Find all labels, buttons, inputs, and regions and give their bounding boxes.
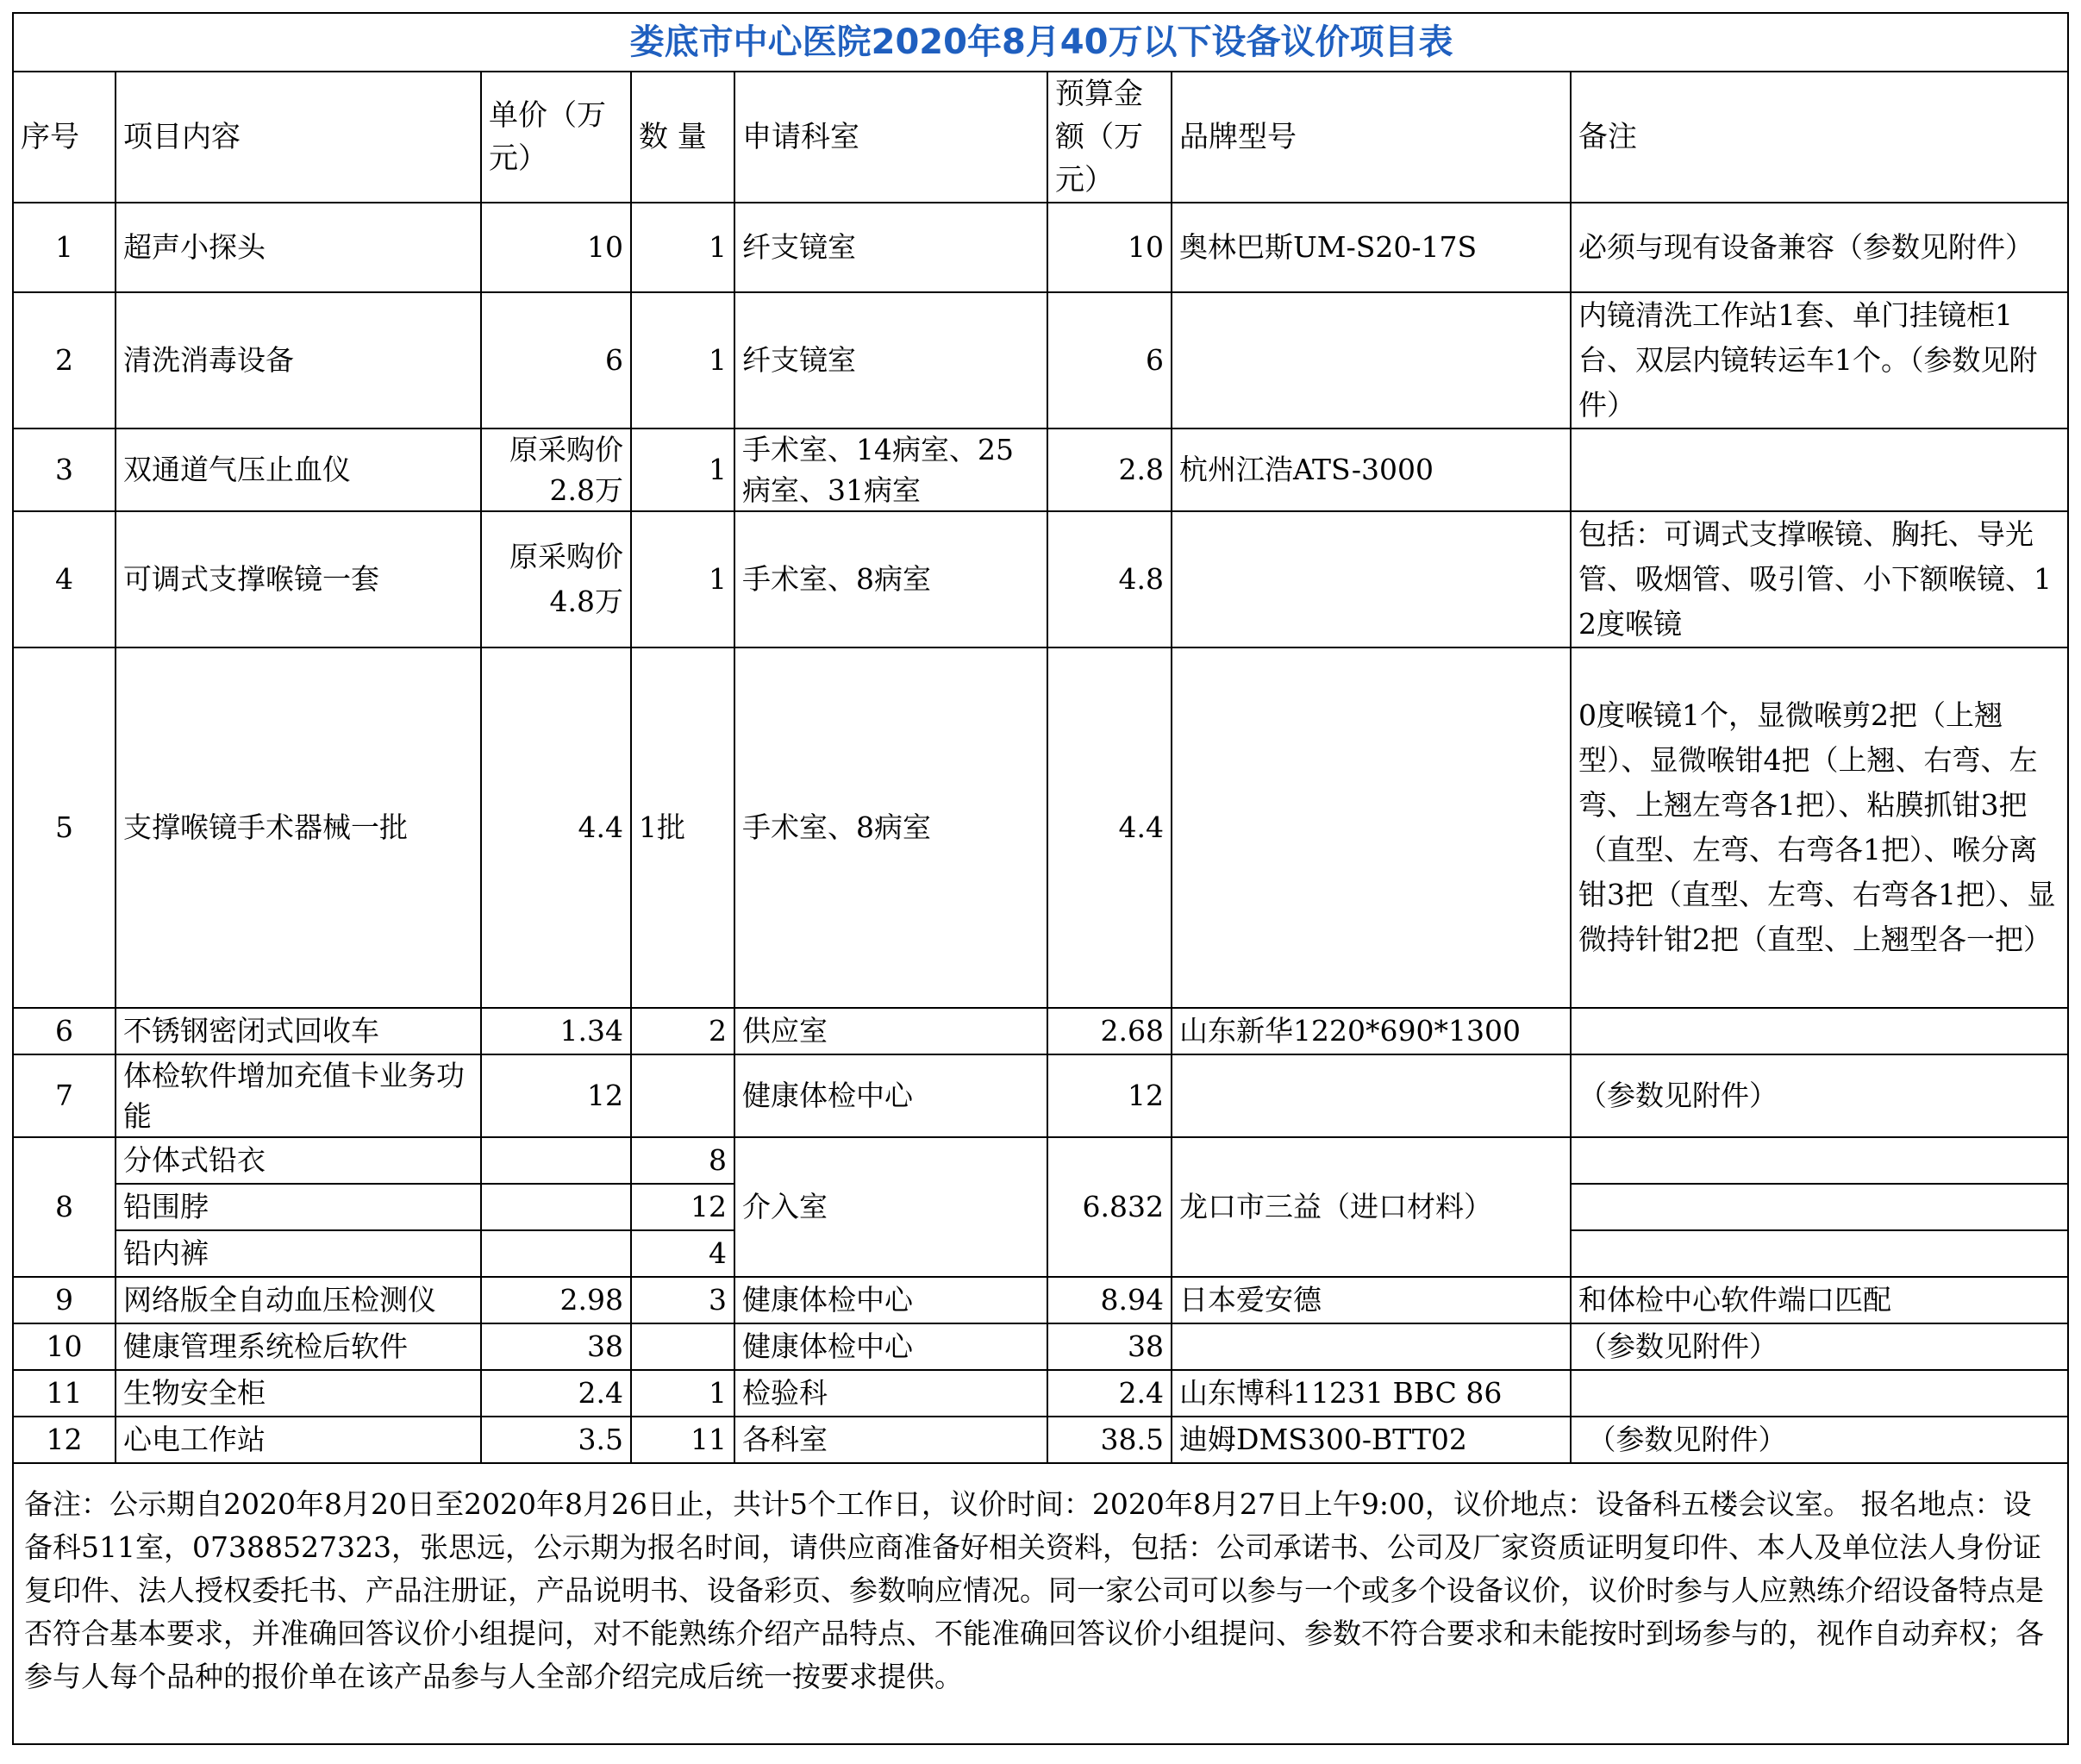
row-remark bbox=[1571, 428, 2069, 511]
row-qty: 1 bbox=[631, 203, 734, 292]
row-brand: 山东新华1220*690*1300 bbox=[1172, 1008, 1571, 1054]
header-item: 项目内容 bbox=[116, 72, 481, 203]
row-dept: 纤支镜室 bbox=[734, 292, 1047, 428]
table-row bbox=[14, 428, 2069, 511]
row-no: 3 bbox=[14, 428, 116, 511]
row-qty bbox=[631, 1323, 734, 1370]
row-brand bbox=[1172, 1323, 1571, 1370]
title-row bbox=[14, 14, 2069, 72]
row-unit-price bbox=[481, 1230, 631, 1277]
header-brand: 品牌型号 bbox=[1172, 72, 1571, 203]
row-brand: 迪姆DMS300-BTT02 bbox=[1172, 1417, 1571, 1463]
row-unit-price: 原采购价2.8万 bbox=[481, 428, 631, 511]
table-row bbox=[14, 511, 2069, 647]
header-remark: 备注 bbox=[1571, 72, 2069, 203]
header-row bbox=[14, 72, 2069, 203]
row-qty: 1 bbox=[631, 1370, 734, 1417]
row-no: 11 bbox=[14, 1370, 116, 1417]
row-qty: 1 bbox=[631, 428, 734, 511]
row-no: 9 bbox=[14, 1277, 116, 1323]
table-row bbox=[14, 1323, 2069, 1370]
row-item: 健康管理系统检后软件 bbox=[116, 1323, 481, 1370]
row-brand: 龙口市三益（进口材料） bbox=[1172, 1137, 1571, 1277]
row-unit-price: 1.34 bbox=[481, 1008, 631, 1054]
row-remark: （参数见附件） bbox=[1571, 1417, 2069, 1463]
row-unit-price: 38 bbox=[481, 1323, 631, 1370]
row-remark bbox=[1571, 1370, 2069, 1417]
row-no: 5 bbox=[14, 647, 116, 1008]
row-item: 体检软件增加充值卡业务功能 bbox=[116, 1054, 481, 1137]
row-dept: 供应室 bbox=[734, 1008, 1047, 1054]
header-budget: 预算金额（万元） bbox=[1047, 72, 1172, 203]
row-brand bbox=[1172, 1054, 1571, 1137]
row-budget: 6.832 bbox=[1047, 1137, 1172, 1277]
header-no: 序号 bbox=[14, 72, 116, 203]
row-budget: 10 bbox=[1047, 203, 1172, 292]
header-unit-price: 单价（万元） bbox=[481, 72, 631, 203]
row-dept: 纤支镜室 bbox=[734, 203, 1047, 292]
row-dept: 健康体检中心 bbox=[734, 1277, 1047, 1323]
row-qty: 3 bbox=[631, 1277, 734, 1323]
row-no: 6 bbox=[14, 1008, 116, 1054]
table-row bbox=[14, 1008, 2069, 1054]
row-unit-price: 12 bbox=[481, 1054, 631, 1137]
notice-text: 备注：公示期自2020年8月20日至2020年8月26日止，共计5个工作日，议价时间：2020年8月27日上午9:00，议价地点：设备科五楼会议室。 报名地点：设备科511室，07388527323，张思远，公示期为报名时间，请供应商准备好相关资料，包括：公司承诺书、公司及厂家资质证明复印件、本人及单位法人身份证复印件、法人授权委托书、产品注册证，产品说明书、设备彩页、参数响应情况。同一家公司可以参与一个或多个设备议价，议价时参与人应熟练介绍设备特点是否符合基本要求，并准确回答议价小组提问，对不能熟练介绍产品特点、不能准确回答议价小组提问、参数不符合要求和未能按时到场参与的，视作自动弃权；各参与人每个品种的报价单在该产品参与人全部介绍完成后统一按要求提供。 bbox=[14, 1463, 2069, 1727]
table-row bbox=[14, 1137, 2069, 1184]
row-item: 清洗消毒设备 bbox=[116, 292, 481, 428]
row-unit-price: 2.4 bbox=[481, 1370, 631, 1417]
row-unit-price: 2.98 bbox=[481, 1277, 631, 1323]
row-no: 7 bbox=[14, 1054, 116, 1137]
row-item: 分体式铅衣 bbox=[116, 1137, 481, 1184]
row-no: 1 bbox=[14, 203, 116, 292]
row-qty: 1 bbox=[631, 292, 734, 428]
page-title: 娄底市中心医院2020年8月40万以下设备议价项目表 bbox=[14, 14, 2069, 72]
row-brand bbox=[1172, 511, 1571, 647]
row-item: 不锈钢密闭式回收车 bbox=[116, 1008, 481, 1054]
table-row bbox=[14, 203, 2069, 292]
table-row bbox=[14, 1054, 2069, 1137]
row-qty: 11 bbox=[631, 1417, 734, 1463]
row-budget: 6 bbox=[1047, 292, 1172, 428]
row-item: 铅内裤 bbox=[116, 1230, 481, 1277]
row-unit-price bbox=[481, 1137, 631, 1184]
row-remark bbox=[1571, 1137, 2069, 1184]
table-row bbox=[14, 1277, 2069, 1323]
row-item: 铅围脖 bbox=[116, 1184, 481, 1230]
row-unit-price: 6 bbox=[481, 292, 631, 428]
row-item: 可调式支撑喉镜一套 bbox=[116, 511, 481, 647]
row-qty: 1 bbox=[631, 511, 734, 647]
row-remark: 包括：可调式支撑喉镜、胸托、导光管、吸烟管、吸引管、小下额喉镜、12度喉镜 bbox=[1571, 511, 2069, 647]
row-budget: 12 bbox=[1047, 1054, 1172, 1137]
row-dept: 检验科 bbox=[734, 1370, 1047, 1417]
row-brand: 山东博科11231 BBC 86 bbox=[1172, 1370, 1571, 1417]
row-dept: 手术室、8病室 bbox=[734, 647, 1047, 1008]
note-row bbox=[14, 1463, 2069, 1727]
row-dept: 手术室、8病室 bbox=[734, 511, 1047, 647]
row-no: 10 bbox=[14, 1323, 116, 1370]
row-remark: （参数见附件） bbox=[1571, 1054, 2069, 1137]
row-no: 12 bbox=[14, 1417, 116, 1463]
row-remark: 内镜清洗工作站1套、单门挂镜柜1台、双层内镜转运车1个。（参数见附件） bbox=[1571, 292, 2069, 428]
row-budget: 2.68 bbox=[1047, 1008, 1172, 1054]
row-dept: 介入室 bbox=[734, 1137, 1047, 1277]
row-unit-price: 4.4 bbox=[481, 647, 631, 1008]
row-qty bbox=[631, 1054, 734, 1137]
row-budget: 2.4 bbox=[1047, 1370, 1172, 1417]
row-remark: 0度喉镜1个，显微喉剪2把（上翘型）、显微喉钳4把（上翘、右弯、左弯、上翘左弯各1把）、粘膜抓钳3把（直型、左弯、右弯各1把）、喉分离钳3把（直型、左弯、右弯各1把）、显微持针钳2把（直型、上翘型各一把） bbox=[1571, 647, 2069, 1008]
table-row bbox=[14, 647, 2069, 1008]
row-unit-price: 3.5 bbox=[481, 1417, 631, 1463]
row-qty: 4 bbox=[631, 1230, 734, 1277]
row-remark bbox=[1571, 1230, 2069, 1277]
row-qty: 8 bbox=[631, 1137, 734, 1184]
row-item: 支撑喉镜手术器械一批 bbox=[116, 647, 481, 1008]
row-brand: 杭州江浩ATS-3000 bbox=[1172, 428, 1571, 511]
header-qty: 数 量 bbox=[631, 72, 734, 203]
row-item: 网络版全自动血压检测仪 bbox=[116, 1277, 481, 1323]
table-row bbox=[14, 1417, 2069, 1463]
row-item: 双通道气压止血仪 bbox=[116, 428, 481, 511]
header-dept: 申请科室 bbox=[734, 72, 1047, 203]
row-unit-price bbox=[481, 1184, 631, 1230]
row-item: 超声小探头 bbox=[116, 203, 481, 292]
row-no: 2 bbox=[14, 292, 116, 428]
table-row bbox=[14, 1370, 2069, 1417]
row-remark: 必须与现有设备兼容（参数见附件） bbox=[1571, 203, 2069, 292]
row-no: 8 bbox=[14, 1137, 116, 1277]
row-unit-price: 原采购价4.8万 bbox=[481, 511, 631, 647]
row-item: 心电工作站 bbox=[116, 1417, 481, 1463]
row-unit-price: 10 bbox=[481, 203, 631, 292]
row-qty: 12 bbox=[631, 1184, 734, 1230]
row-remark bbox=[1571, 1184, 2069, 1230]
row-dept: 健康体检中心 bbox=[734, 1323, 1047, 1370]
row-brand bbox=[1172, 292, 1571, 428]
row-item: 生物安全柜 bbox=[116, 1370, 481, 1417]
row-budget: 4.8 bbox=[1047, 511, 1172, 647]
row-qty: 1批 bbox=[631, 647, 734, 1008]
row-dept: 健康体检中心 bbox=[734, 1054, 1047, 1137]
row-dept: 各科室 bbox=[734, 1417, 1047, 1463]
table-row bbox=[14, 292, 2069, 428]
row-brand: 奥林巴斯UM-S20-17S bbox=[1172, 203, 1571, 292]
equipment-table bbox=[14, 14, 2069, 1727]
row-budget: 38.5 bbox=[1047, 1417, 1172, 1463]
row-remark: 和体检中心软件端口匹配 bbox=[1571, 1277, 2069, 1323]
row-no: 4 bbox=[14, 511, 116, 647]
row-dept: 手术室、14病室、25病室、31病室 bbox=[734, 428, 1047, 511]
row-budget: 8.94 bbox=[1047, 1277, 1172, 1323]
row-budget: 38 bbox=[1047, 1323, 1172, 1370]
row-brand bbox=[1172, 647, 1571, 1008]
row-remark bbox=[1571, 1008, 2069, 1054]
row-qty: 2 bbox=[631, 1008, 734, 1054]
row-budget: 4.4 bbox=[1047, 647, 1172, 1008]
row-brand: 日本爱安德 bbox=[1172, 1277, 1571, 1323]
row-remark: （参数见附件） bbox=[1571, 1323, 2069, 1370]
row-budget: 2.8 bbox=[1047, 428, 1172, 511]
price-negotiation-sheet bbox=[12, 12, 2069, 1745]
